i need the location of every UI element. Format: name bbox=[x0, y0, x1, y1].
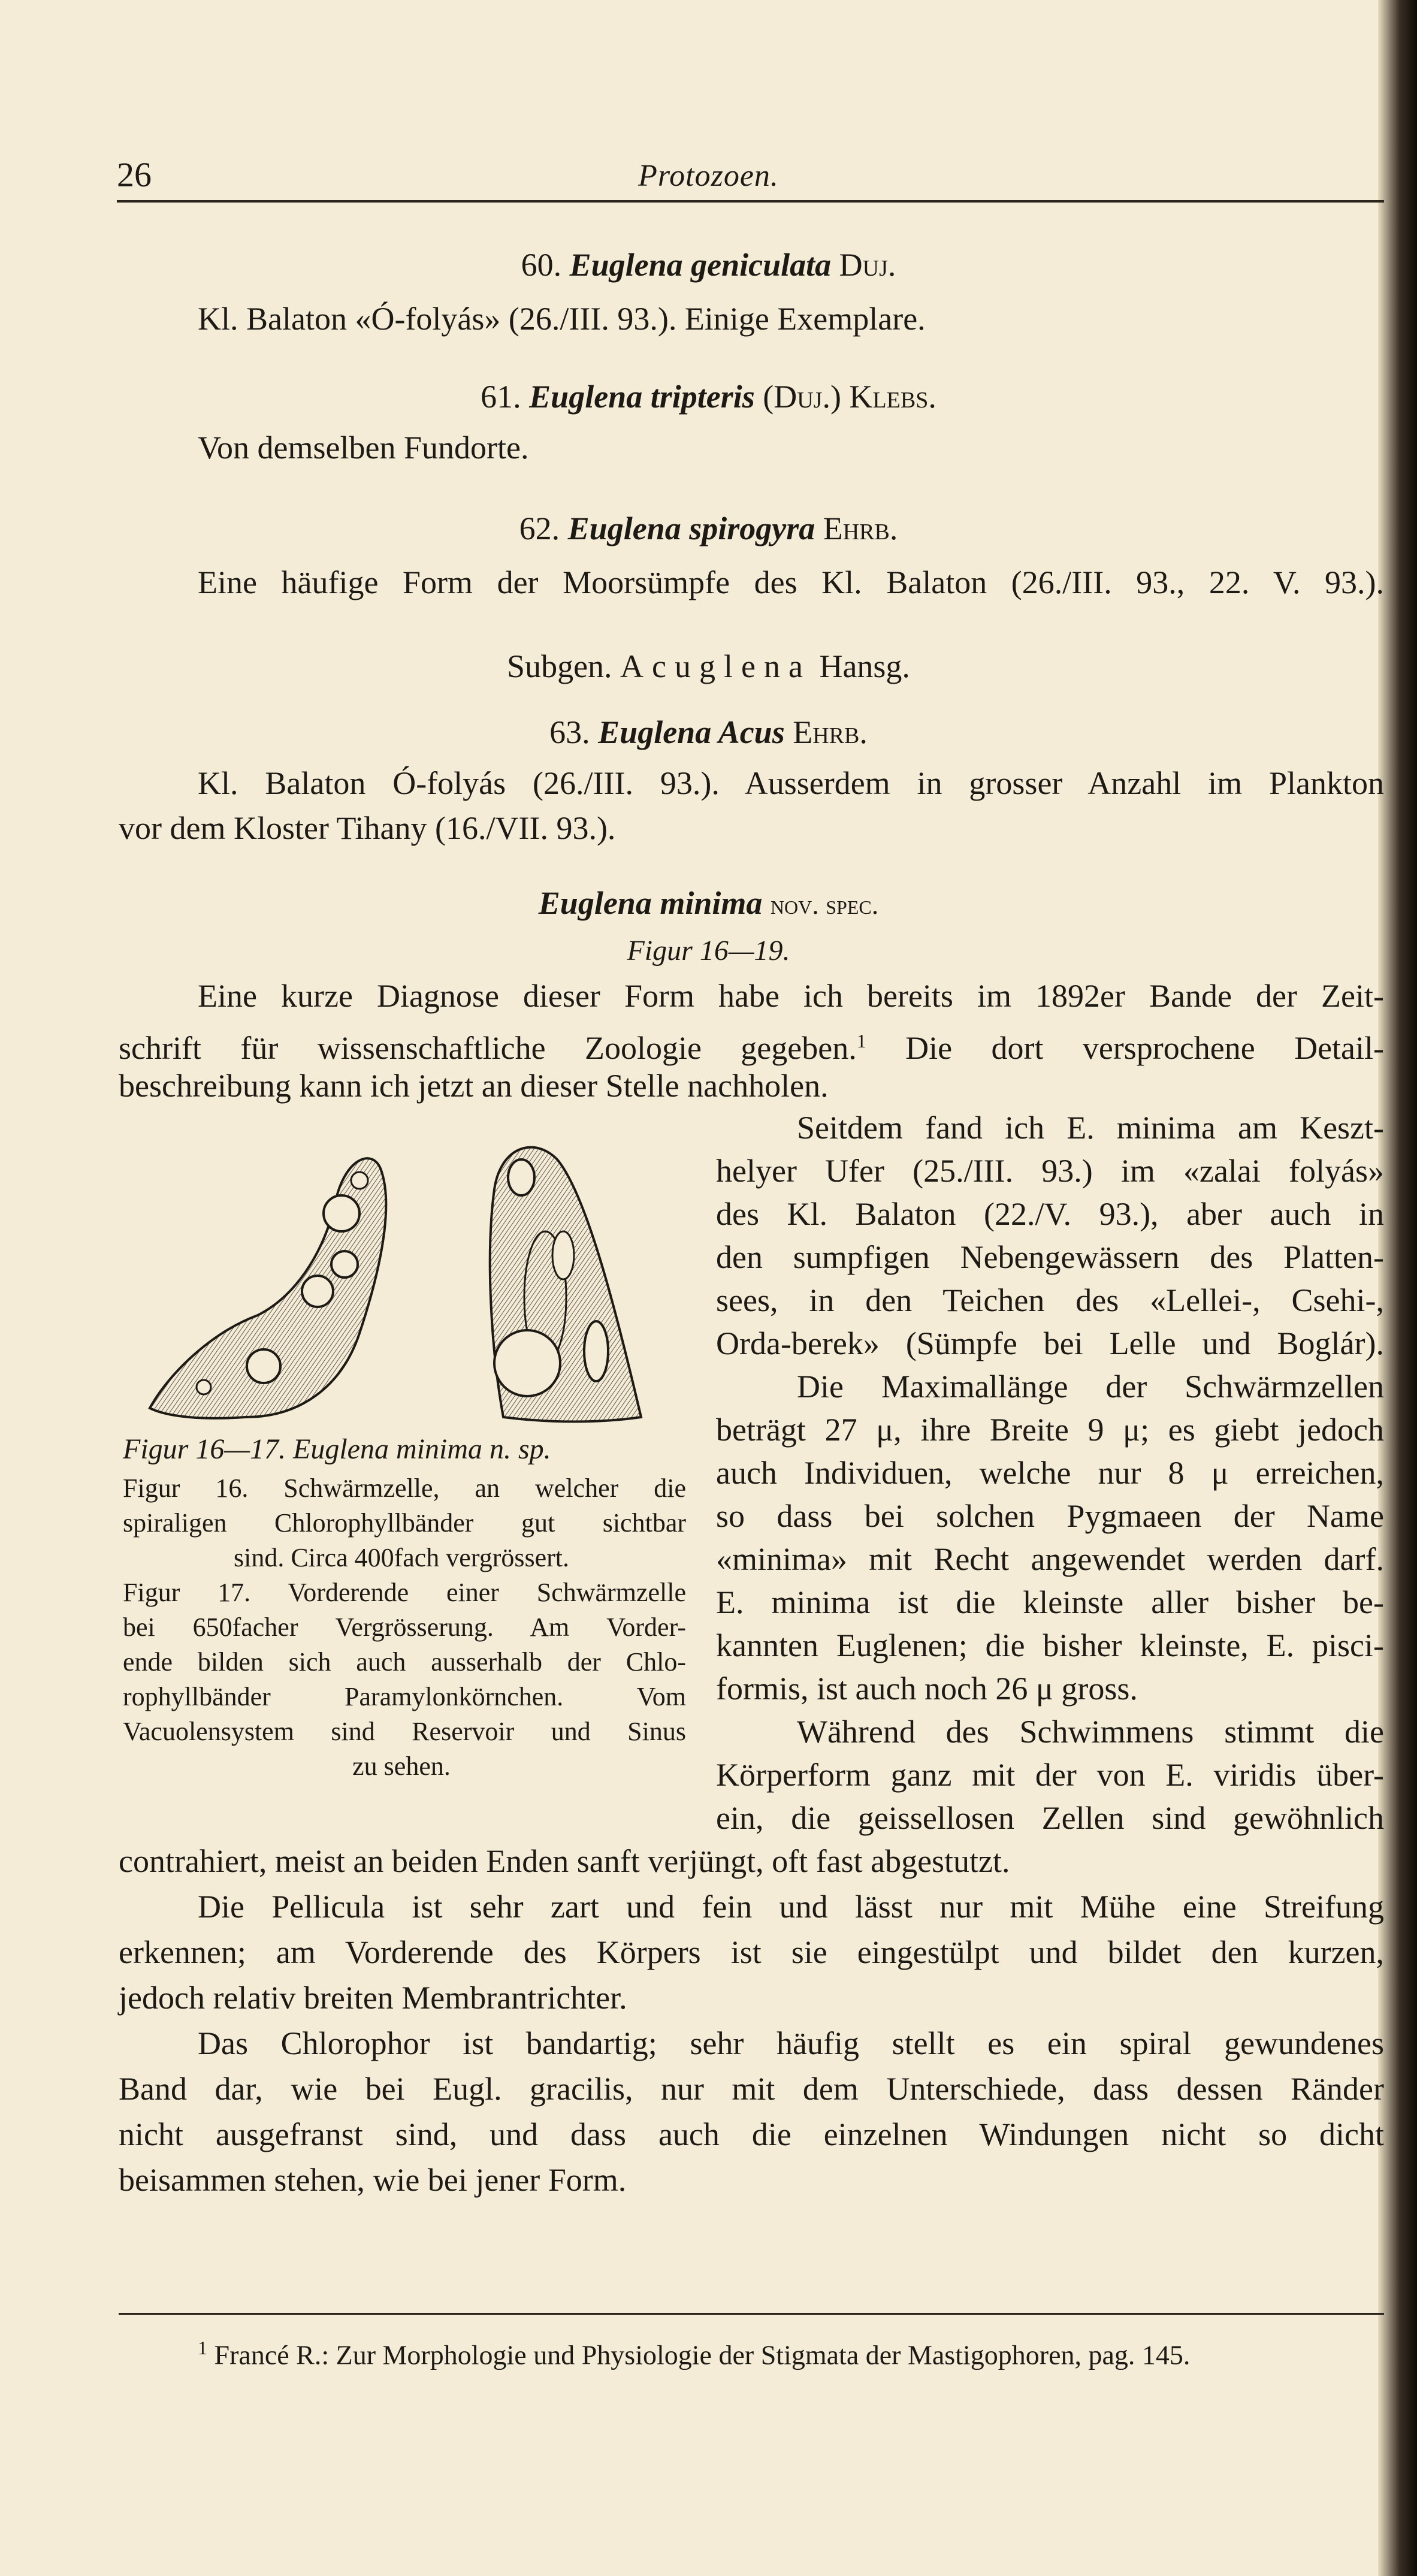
taxon-name: Euglena geniculata bbox=[569, 247, 832, 283]
running-title: Protozoen. bbox=[638, 159, 779, 193]
entry-61-text: Von demselben Fundorte. bbox=[198, 430, 529, 466]
right-col-line-11: «minima» mit Recht angewendet werden darf. bbox=[716, 1541, 1384, 1577]
entry-number: 61. bbox=[481, 379, 521, 415]
para-1-text: Die dort versprochene Detail- bbox=[905, 1030, 1385, 1066]
taxon-author: Duj. bbox=[839, 247, 896, 283]
entry-63-line-1: Kl. Balaton Ó-folyás (26./III. 93.). Ausserdem in grosser Anzahl im Plankton bbox=[198, 765, 1384, 801]
figure-reference: Figur 16—19. bbox=[627, 935, 790, 967]
taxon-author: (Duj.) Klebs. bbox=[763, 379, 936, 415]
taxon-name: Euglena Acus bbox=[598, 714, 785, 750]
body-line-4: jedoch relativ breiten Membrantrichter. bbox=[119, 1980, 627, 2016]
taxon-author: Ehrb. bbox=[793, 714, 868, 750]
body-line-5: Das Chlorophor ist bandartig; sehr häufig stellt es ein spiral gewundenes bbox=[198, 2025, 1384, 2061]
right-col-line-17: ein, die geissellosen Zellen sind gewöhnlich bbox=[716, 1800, 1384, 1836]
footnote-mark: 1 bbox=[198, 2337, 207, 2358]
figure-16-caption-3: sind. Circa 400fach vergrössert. bbox=[233, 1543, 570, 1572]
entry-63-line-2: vor dem Kloster Tihany (16./VII. 93.). bbox=[119, 810, 616, 846]
figure-17-caption-2: bei 650facher Vergrösserung. Am Vorder- bbox=[123, 1612, 686, 1642]
entry-62-text: Eine häufige Form der Moorsümpfe des Kl. Balaton (26./III. 93., 22. V. 93.). bbox=[198, 564, 1384, 600]
figure-16-cell bbox=[150, 1158, 386, 1418]
subgenus-name: Acuglena bbox=[620, 648, 811, 684]
entry-60-heading bbox=[0, 246, 1417, 284]
right-col-line-13: kannten Euglenen; die bisher kleinste, E. pisci- bbox=[716, 1627, 1384, 1663]
right-col-line-5: sees, in den Teichen des «Lellei-, Csehi-, bbox=[716, 1282, 1384, 1318]
right-col-line-8: beträgt 27 μ, ihre Breite 9 μ; es giebt jedoch bbox=[716, 1412, 1384, 1448]
right-col-line-14: formis, ist auch noch 26 μ gross. bbox=[716, 1671, 1138, 1707]
body-line-2: Die Pellicula ist sehr zart und fein und lässt nur mit Mühe eine Streifung bbox=[198, 1889, 1384, 1925]
right-col-line-12: E. minima ist die kleinste aller bisher be- bbox=[716, 1584, 1384, 1620]
taxon-name: Euglena spirogyra bbox=[567, 511, 815, 546]
body-line-6: Band dar, wie bei Eugl. gracilis, nur mit dem Unterschiede, dass dessen Ränder bbox=[119, 2071, 1384, 2107]
right-col-line-15: Während des Schwimmens stimmt die bbox=[797, 1714, 1384, 1750]
figure-17-caption-6: zu sehen. bbox=[352, 1751, 451, 1781]
figure-17-caption-1: Figur 17. Vorderende einer Schwärmzelle bbox=[123, 1578, 686, 1607]
figure-16-caption-2: spiraligen Chlorophyllbänder gut sichtbar bbox=[123, 1508, 686, 1538]
right-col-line-9: auch Individuen, welche nur 8 μ erreichen, bbox=[716, 1455, 1384, 1491]
taxon-name: Euglena tripteris bbox=[529, 379, 755, 415]
right-col-line-1: Seitdem fand ich E. minima am Keszt- bbox=[797, 1110, 1384, 1146]
subgenus-label: Subgen. bbox=[507, 648, 612, 684]
figure-17-caption-4: rophyllbänder Paramylonkörnchen. Vom bbox=[123, 1682, 686, 1711]
entry-61-heading bbox=[0, 378, 1417, 416]
right-col-line-7: Die Maximallänge der Schwärmzellen bbox=[797, 1369, 1384, 1405]
figure-caption-title: Figur 16—17. Euglena minima n. sp. bbox=[123, 1433, 551, 1465]
figure-17-caption-5: Vacuolensystem sind Reservoir und Sinus bbox=[123, 1717, 686, 1746]
body-line-1: contrahiert, meist an beiden Enden sanft verjüngt, oft fast abgestutzt. bbox=[119, 1843, 1010, 1879]
right-col-line-16: Körperform ganz mit der von E. viridis über- bbox=[716, 1757, 1384, 1793]
footnote bbox=[198, 2337, 1190, 2370]
figure-17-caption-3: ende bilden sich auch ausserhalb der Chlo- bbox=[123, 1647, 686, 1677]
page-number: 26 bbox=[117, 155, 152, 194]
body-line-3: erkennen; am Vorderende des Körpers ist sie eingestülpt und bildet den kurzen, bbox=[119, 1934, 1384, 1970]
figure-17-cell bbox=[490, 1147, 641, 1422]
entry-number: 62. bbox=[519, 511, 560, 546]
para-1-line-1: Eine kurze Diagnose dieser Form habe ich bereits im 1892er Bande der Zeit- bbox=[198, 978, 1384, 1014]
new-species-heading bbox=[0, 884, 1417, 924]
right-col-line-2: helyer Ufer (25./III. 93.) im «zalai folyás» bbox=[716, 1153, 1384, 1189]
body-line-7: nicht ausgefranst sind, und dass auch die einzelnen Windungen nicht so dicht bbox=[119, 2116, 1384, 2152]
taxon-name: Euglena minima bbox=[538, 885, 763, 921]
body-line-8: beisammen stehen, wie bei jener Form. bbox=[119, 2162, 627, 2198]
header-rule bbox=[117, 200, 1384, 203]
entry-60-text: Kl. Balaton «Ó-folyás» (26./III. 93.). Einige Exemplare. bbox=[198, 301, 926, 337]
figure-16-caption-1: Figur 16. Schwärmzelle, an welcher die bbox=[123, 1473, 686, 1503]
subgenus-author: Hansg. bbox=[819, 648, 910, 684]
entry-63-heading bbox=[0, 713, 1417, 751]
taxon-author: nov. spec. bbox=[770, 889, 879, 920]
entry-62-heading bbox=[0, 509, 1417, 548]
para-1-line-2 bbox=[119, 1022, 1384, 1067]
footnote-text: Francé R.: Zur Morphologie und Physiologie der Stigmata der Mastigophoren, pag. 145. bbox=[214, 2339, 1191, 2370]
entry-number: 60. bbox=[521, 247, 562, 283]
right-col-line-10: so dass bei solchen Pygmaeen der Name bbox=[716, 1498, 1384, 1534]
right-col-line-4: den sumpfigen Nebengewässern des Platten- bbox=[716, 1239, 1384, 1275]
figure-illustration bbox=[144, 1136, 671, 1429]
para-1-text: schrift für wissenschaftliche Zoologie gegeben. bbox=[119, 1030, 857, 1066]
para-1-line-3: beschreibung kann ich jetzt an dieser Stelle nachholen. bbox=[119, 1068, 829, 1104]
right-col-line-6: Orda-berek» (Sümpfe bei Lelle und Boglár). bbox=[716, 1325, 1384, 1361]
euglena-minima-figure bbox=[144, 1136, 671, 1429]
taxon-author: Ehrb. bbox=[823, 511, 898, 546]
subgenus-heading bbox=[0, 647, 1417, 685]
footnote-rule bbox=[119, 2313, 1384, 2315]
entry-number: 63. bbox=[549, 714, 590, 750]
right-col-line-3: des Kl. Balaton (22./V. 93.), aber auch in bbox=[716, 1196, 1384, 1232]
footnote-marker: 1 bbox=[856, 1030, 866, 1052]
